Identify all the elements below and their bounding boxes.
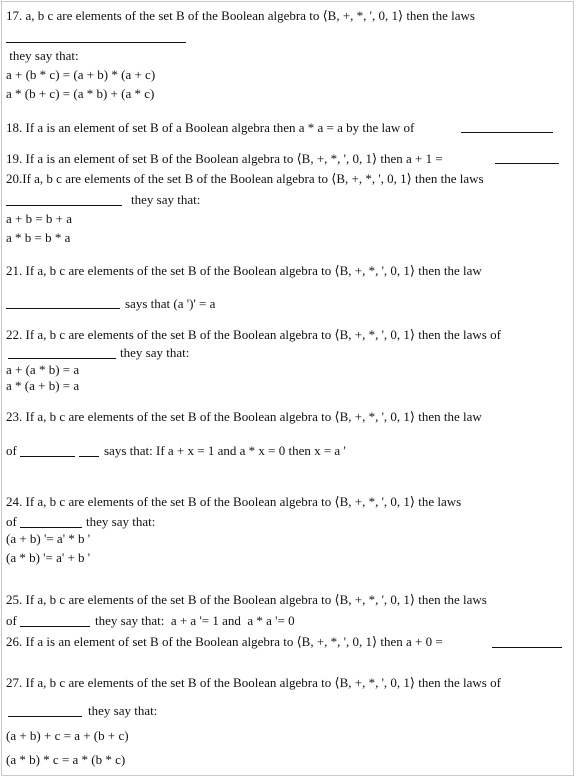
q23-label: says that: If a + x = 1 and a * x = 0 then x = a ' <box>104 443 346 458</box>
q17-answer-blank[interactable] <box>6 42 186 43</box>
q22-law2: a * (a + b) = a <box>6 378 80 393</box>
q23-prefix: of <box>6 443 17 458</box>
q27-law2: (a * b) * c = a * (b * c) <box>6 752 126 767</box>
q23-answer-blank-part2[interactable] <box>79 456 99 457</box>
q18-text: 18. If a is an element of set B of a Boolean algebra then a * a = a by the law of <box>6 120 415 135</box>
q25-prefix: of <box>6 613 17 628</box>
q22-law1: a + (a * b) = a <box>6 362 80 377</box>
q24-label: they say that: <box>86 514 156 529</box>
q21-label: says that (a ')' = a <box>125 296 216 311</box>
q24-law2: (a * b) '= a' + b ' <box>6 550 91 565</box>
q25-text: 25. If a, b c are elements of the set B of the Boolean algebra to ⟨B, +, *, ', 0, 1⟩ then the laws <box>6 592 487 607</box>
q17-law2: a * (b + c) = (a * b) + (a * c) <box>6 86 155 101</box>
q21-text: 21. If a, b c are elements of the set B of the Boolean algebra to ⟨B, +, *, ', 0, 1⟩ then the law <box>6 263 482 278</box>
q26-text: 26. If a is an element of set B of the Boolean algebra to ⟨B, +, *, ', 0, 1⟩ then a + 0 = <box>6 634 443 649</box>
q24-prefix: of <box>6 514 17 529</box>
q18-answer-blank[interactable] <box>461 132 553 133</box>
q27-law1: (a + b) + c = a + (b + c) <box>6 728 129 743</box>
q20-law1: a + b = b + a <box>6 211 73 226</box>
q21-answer-blank[interactable] <box>6 308 120 309</box>
q25-label: they say that: a + a '= 1 and a * a '= 0 <box>95 613 295 628</box>
q22-text: 22. If a, b c are elements of the set B of the Boolean algebra to ⟨B, +, *, ', 0, 1⟩ then the laws of <box>6 327 501 342</box>
q24-law1: (a + b) '= a' * b ' <box>6 531 91 546</box>
q24-text: 24. If a, b c are elements of the set B of the Boolean algebra to ⟨B, +, *, ', 0, 1⟩ the laws <box>6 494 462 509</box>
worksheet-frame <box>1 1 574 776</box>
q20-label: they say that: <box>131 192 201 207</box>
q25-answer-blank[interactable] <box>20 626 90 627</box>
q27-label: they say that: <box>88 703 158 718</box>
q19-answer-blank[interactable] <box>495 163 559 164</box>
q22-label: they say that: <box>120 345 190 360</box>
q23-text: 23. If a, b c are elements of the set B of the Boolean algebra to ⟨B, +, *, ', 0, 1⟩ then the law <box>6 409 482 424</box>
q20-answer-blank[interactable] <box>6 205 122 206</box>
q22-answer-blank[interactable] <box>8 358 116 359</box>
q23-answer-blank-part1[interactable] <box>20 456 75 457</box>
q17-label: they say that: <box>6 48 79 63</box>
q17-law1: a + (b * c) = (a + b) * (a + c) <box>6 67 156 82</box>
q26-answer-blank[interactable] <box>492 647 562 648</box>
q24-answer-blank[interactable] <box>20 527 82 528</box>
q27-text: 27. If a, b c are elements of the set B of the Boolean algebra to ⟨B, +, *, ', 0, 1⟩ then the laws of <box>6 675 501 690</box>
q17-text: 17. a, b c are elements of the set B of the Boolean algebra to ⟨B, +, *, ', 0, 1⟩ then the laws <box>6 8 475 23</box>
q19-text: 19. If a is an element of set B of the Boolean algebra to ⟨B, +, *, ', 0, 1⟩ then a + 1 = <box>6 151 443 166</box>
q27-answer-blank[interactable] <box>8 716 82 717</box>
q20-text: 20.If a, b c are elements of the set B of the Boolean algebra to ⟨B, +, *, ', 0, 1⟩ then the laws <box>6 171 484 186</box>
q20-law2: a * b = b * a <box>6 230 71 245</box>
